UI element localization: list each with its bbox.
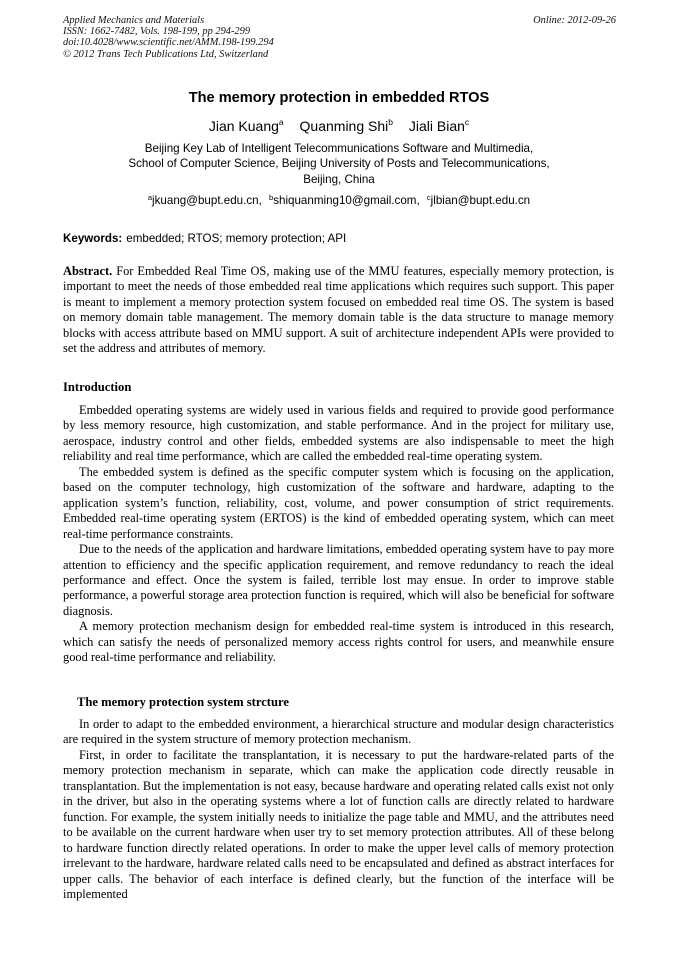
affiliation-line: School of Computer Science, Beijing University of Posts and Telecommunications, [128, 157, 550, 171]
paragraph: In order to adapt to the embedded environment, a hierarchical structure and modular design characteristics are required in the system structure of memory protection mechanism. [63, 717, 614, 747]
email-superscript: c [426, 193, 431, 202]
online-date: Online: 2012-09-26 [533, 15, 616, 26]
email-entry [148, 194, 262, 207]
affiliation [0, 141, 678, 187]
email-link[interactable]: jlbian@bupt.edu.cn [430, 194, 531, 207]
journal-metadata [63, 15, 274, 60]
abstract-text: For Embedded Real Time OS, making use of the MMU features, especially memory protection, is important to meet the needs of those embedded real time applications which requires such support. This paper is meant to implement a memory protection system focused on embedded real time OS. The system is based on memory domain table management. The memory domain table is the data structure to manage memory blocks with access attribute based on MMU support. A suit of architecture independent APIs were provided to set the address and attributes of memory. [63, 264, 614, 356]
paper-title: The memory protection in embedded RTOS [188, 90, 490, 106]
paragraph: Embedded operating systems are widely used in various fields and required to provide good performance by less memory resource, high customization, and stable performance. And in the project for military use, aerospace, industry control and other fields, embedded systems are also indispensable to meet the high reliability and real time performance, which are called the embedded real-time operating system. [63, 403, 614, 464]
doi-line: doi:10.4028/www.scientific.net/AMM.198-199.294 [63, 37, 274, 49]
author [409, 118, 469, 134]
paragraph: First, in order to facilitate the transplantation, it is necessary to put the hardware-related parts of the memory protection mechanism in separate, which can make the application code directly reusable in transplantation. But the implementation is not easy, because hardware and operating related calls exist not only in the driver, but also in the operating systems where a lot of function calls are directly related to hardware function. For example, the system initially needs to initialize the page table and MMU, and the attributes need to be available on the current hardware when user try to set memory protection attributes. All of these belong to hardware function directly related operations. In order to make the upper level calls of memory protection irrelevant to the hardware, hardware related calls need to be encapsulated and defined as abstract interfaces for upper calls. The behavior of each interface is defined clearly, but the function of the interface will be implemented [63, 747, 614, 901]
author-name: Quanming Shi [299, 118, 389, 134]
author-superscript: b [388, 117, 393, 127]
abstract [63, 264, 614, 357]
author-name: Jiali Bian [408, 118, 465, 134]
author-emails [0, 193, 678, 207]
keywords-label: Keywords: [63, 232, 123, 245]
email-superscript: a [147, 193, 153, 202]
email-entry [269, 194, 420, 207]
email-link[interactable]: jkuang@bupt.edu.cn, [152, 194, 262, 207]
author [300, 118, 393, 134]
introduction-body [63, 403, 614, 666]
paragraph: Due to the needs of the application and hardware limitations, embedded operating system have to pay more attention to efficiency and the specific application requirement, and remove redundancy to reach the ideal performance and effect. Once the system is failed, terrible lost may ensue. In order to improve stable performance, a powerful storage area protection function is required, which will also be beneficial for software diagnosis. [63, 542, 614, 618]
paragraph: The embedded system is defined as the specific computer system which is focusing on the application, based on the computer technology, high customization of the software and hardware, adapting to the application system’s function, reliability, cost, volume, and power consumption of strict requirements. Embedded real-time operating system (ERTOS) is the kind of embedded operating system, which can meet real-time performance constraints. [63, 464, 614, 541]
author-superscript: c [464, 117, 470, 127]
affiliation-line: Beijing Key Lab of Intelligent Telecommunications Software and Multimedia, [144, 142, 534, 155]
journal-name: Applied Mechanics and Materials [63, 15, 205, 26]
paragraph: A memory protection mechanism design for embedded real-time system is introduced in this research, which can satisfy the needs of personalized memory access rights control for users, and meanwhile ensure good real-time performance and reliability. [63, 619, 614, 665]
author-superscript: a [278, 117, 284, 127]
section-heading-structure: The memory protection system strcture [77, 695, 289, 709]
abstract-label: Abstract. [63, 264, 113, 278]
email-entry [427, 194, 530, 207]
keywords-text: embedded; RTOS; memory protection; API [126, 232, 347, 245]
author-list [0, 117, 678, 134]
author-name: Jian Kuang [208, 118, 279, 134]
copyright-line: © 2012 Trans Tech Publications Ltd, Switzerland [63, 48, 269, 60]
issn-line: ISSN: 1662-7482, Vols. 198-199, pp 294-299 [63, 26, 251, 38]
keywords [63, 232, 346, 245]
email-link[interactable]: shiquanming10@gmail.com, [273, 194, 420, 207]
structure-body [63, 717, 614, 902]
email-superscript: b [269, 193, 274, 202]
author [209, 118, 284, 134]
section-heading-introduction: Introduction [63, 380, 132, 394]
affiliation-line: Beijing, China [303, 172, 375, 186]
